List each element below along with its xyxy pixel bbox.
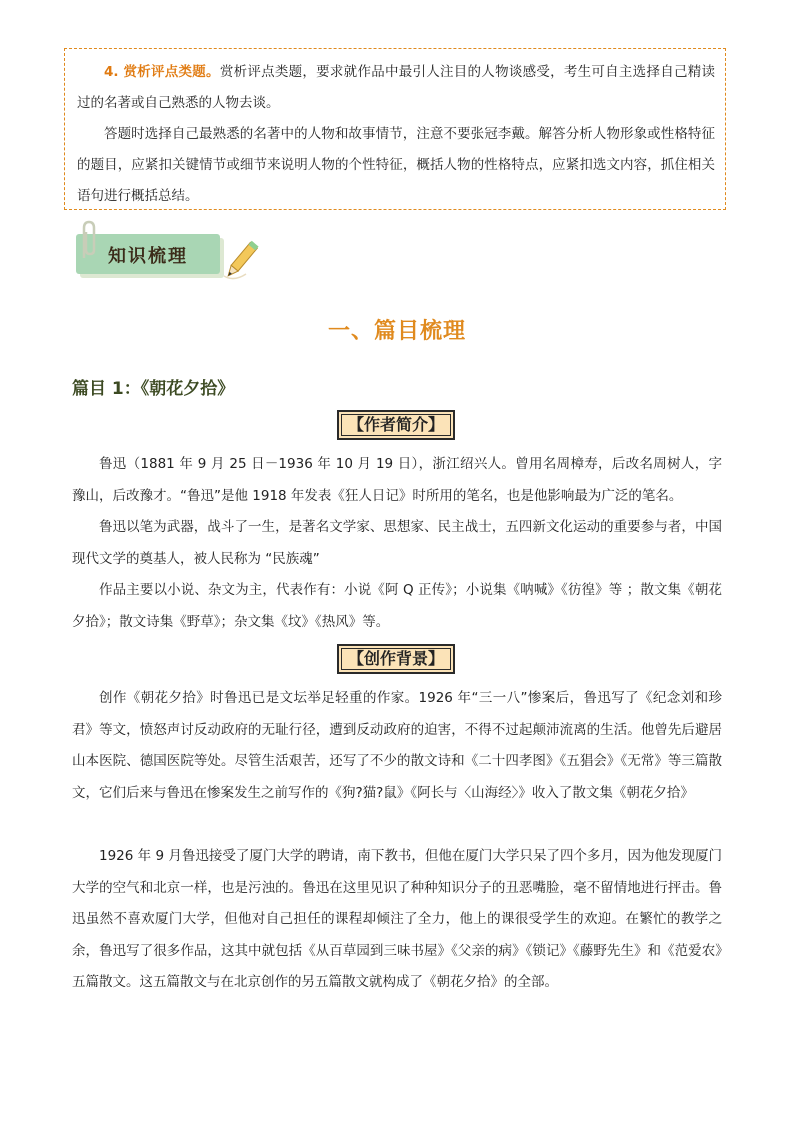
background-tag: 【创作背景】 xyxy=(337,644,455,674)
piece-title: 篇目 1：《朝花夕拾》 xyxy=(72,379,235,399)
tip-paragraph-2: 答题时选择自己最熟悉的名著中的人物和故事情节，注意不要张冠李戴。解答分析人物形象或性格特征的题目，应紧扣关键情节或细节来说明人物的个性特征，概括人物的性格特点，应紧扣选文内容，抓住相关语句进行概括总结。 xyxy=(77,126,715,204)
knowledge-badge xyxy=(70,222,260,290)
author-paragraph-3: 作品主要以小说、杂文为主，代表作有：小说《阿 Q 正传》；小说集《呐喊》《彷徨》等 ；散文集《朝花夕拾》；散文诗集《野草》；杂文集《坟》《热风》等。 xyxy=(72,582,722,630)
tip-paragraph-1 xyxy=(77,57,715,119)
tip-box xyxy=(64,48,726,210)
section-title: 一、篇目梳理 xyxy=(327,319,466,344)
tip-lead: 4. 赏析评点类题。 xyxy=(104,64,220,80)
author-paragraph-2: 鲁迅以笔为武器，战斗了一生，是著名文学家、思想家、民主战士，五四新文化运动的重要参与者，中国现代文学的奠基人，被人民称为 “民族魂” xyxy=(72,519,722,567)
background-paragraph-1: 创作《朝花夕拾》时鲁迅已是文坛举足轻重的作家。1926 年“三一八”惨案后，鲁迅写了《纪念刘和珍君》等文，愤怒声讨反动政府的无耻行径，遭到反动政府的迫害，不得不过起颠沛流离的生活。他曾先后避居山本医院、德国医院等处。尽管生活艰苦，还写了不少的散文诗和《二十四孝图》《五猖会》《无常》等三篇散文，它们后来与鲁迅在惨案发生之前写作的《狗?猫?鼠》《阿长与〈山海经〉》收入了散文集《朝花夕拾》 xyxy=(72,690,722,801)
author-paragraph-1: 鲁迅（1881 年 9 月 25 日－1936 年 10 月 19 日），浙江绍兴人。曾用名周樟寿，后改名周树人，字豫山，后改豫才。“鲁迅”是他 1918 年发表《狂人日记》时所用的笔名，也是他影响最为广泛的笔名。 xyxy=(72,456,722,504)
pencil-icon xyxy=(220,236,260,286)
author-intro-tag: 【作者简介】 xyxy=(337,410,455,440)
background-paragraph-2: 1926 年 9 月鲁迅接受了厦门大学的聘请，南下教书，但他在厦门大学只呆了四个多月，因为他发现厦门大学的空气和北京一样，也是污浊的。鲁迅在这里见识了种种知识分子的丑恶嘴脸，毫不留情地进行抨击。鲁迅虽然不喜欢厦门大学，但他对自己担任的课程却倾注了全力，他上的课很受学生的欢迎。在繁忙的教学之余，鲁迅写了很多作品，这其中就包括《从百草园到三味书屋》《父亲的病》《锁记》《藤野先生》和《范爱农》五篇散文。这五篇散文与在北京创作的另五篇散文就构成了《朝花夕拾》的全部。 xyxy=(72,848,722,990)
badge-label: 知识梳理 xyxy=(108,246,188,267)
paperclip-icon xyxy=(74,220,102,260)
tip-text-1: 赏析评点类题，要求就作品中最引人注目的人物谈感受，考生可自主选择自己精读过的名著或自己熟悉的人物去谈。 xyxy=(77,64,715,111)
